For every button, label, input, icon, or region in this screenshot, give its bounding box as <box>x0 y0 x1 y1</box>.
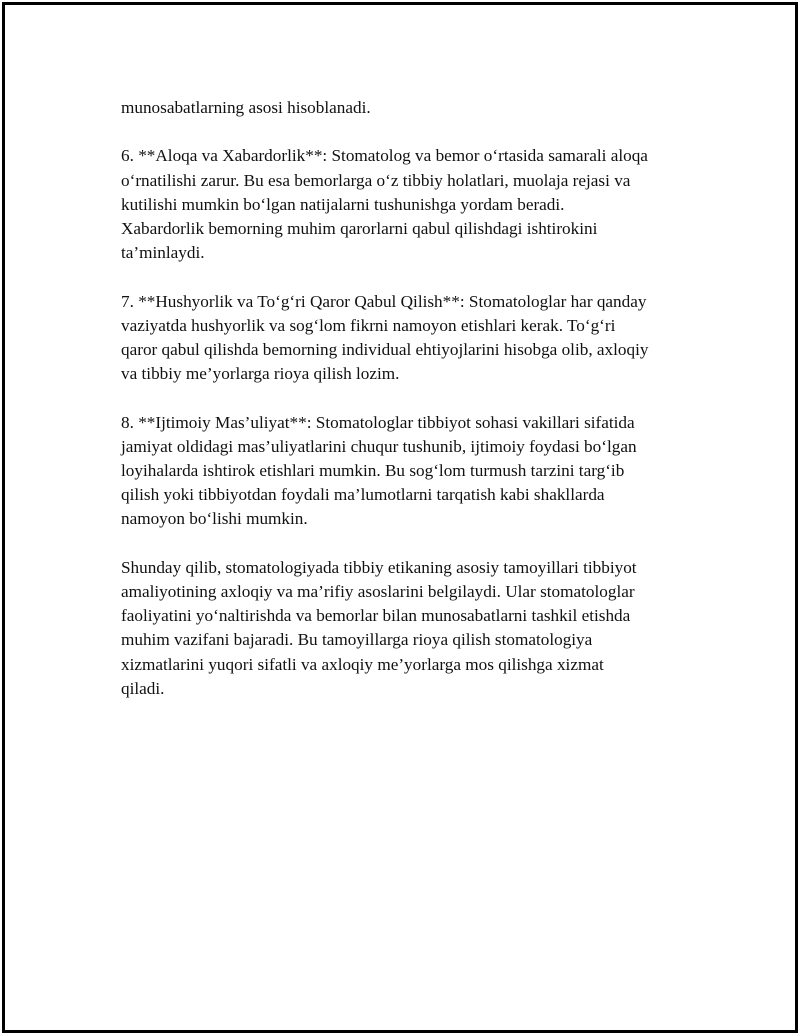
text-line: qilish yoki tibbiyotdan foydali ma’lumotlarni tarqatish kabi shakllarda <box>121 485 605 505</box>
document-page <box>2 2 798 1033</box>
text-line: xizmatlarini yuqori sifatli va axloqiy me’yorlarga mos qilishga xizmat <box>121 654 604 674</box>
text-line: qaror qabul qilishda bemorning individual ehtiyojlarini hisobga olib, axloqiy <box>121 340 649 359</box>
paragraph-ijtimoiy-masuliyat <box>121 411 711 532</box>
text-line: qiladi. <box>121 678 165 698</box>
text-line: o‘rnatilishi zarur. Bu esa bemorlarga o‘z tibbiy holatlari, muolaja rejasi va <box>121 170 631 190</box>
text-line: faoliyatini yo‘naltirishda va bemorlar bilan munosabatlarni tashkil etishda <box>121 606 631 626</box>
text-line: vaziyatda hushyorlik va sog‘lom fikrni namoyon etishlari kerak. To‘g‘ri <box>121 315 616 335</box>
text-line: kutilishi mumkin bo‘lgan natijalarni tushunishga yordam beradi. <box>121 194 565 214</box>
text-line: Xabardorlik bemorning muhim qarorlarni qabul qilishdagi ishtirokini <box>121 219 598 238</box>
text-line: 8. **Ijtimoiy Mas’uliyat**: Stomatologlar tibbiyot sohasi vakillari sifatida <box>121 412 635 432</box>
text-line: munosabatlarning asosi hisoblanadi. <box>121 98 371 117</box>
paragraph-continuation <box>121 96 711 120</box>
text-line: Shunday qilib, stomatologiyada tibbiy etikaning asosiy tamoyillari tibbiyot <box>121 557 637 577</box>
text-line: va tibbiy me’yorlarga rioya qilish lozim. <box>121 364 400 384</box>
text-line: amaliyotining axloqiy va ma’rifiy asoslarini belgilaydi. Ular stomatologlar <box>121 582 635 601</box>
paragraph-aloqa-va-xabardorlik <box>121 144 711 265</box>
document-body <box>121 96 711 725</box>
text-line: namoyon bo‘lishi mumkin. <box>121 509 308 529</box>
text-line: 7. **Hushyorlik va To‘g‘ri Qaror Qabul Qilish**: Stomatologlar har qanday <box>121 291 647 311</box>
text-line: loyihalarda ishtirok etishlari mumkin. Bu sog‘lom turmush tarzini targ‘ib <box>121 461 625 480</box>
paragraph-hushyorlik <box>121 290 711 387</box>
text-line: ta’minlaydi. <box>121 243 205 263</box>
text-line: 6. **Aloqa va Xabardorlik**: Stomatolog va bemor o‘rtasida samarali aloqa <box>121 146 648 166</box>
text-line: muhim vazifani bajaradi. Bu tamoyillarga rioya qilish stomatologiya <box>121 630 593 650</box>
paragraph-conclusion <box>121 556 711 701</box>
text-line: jamiyat oldidagi mas’uliyatlarini chuqur tushunib, ijtimoiy foydasi bo‘lgan <box>121 436 637 456</box>
